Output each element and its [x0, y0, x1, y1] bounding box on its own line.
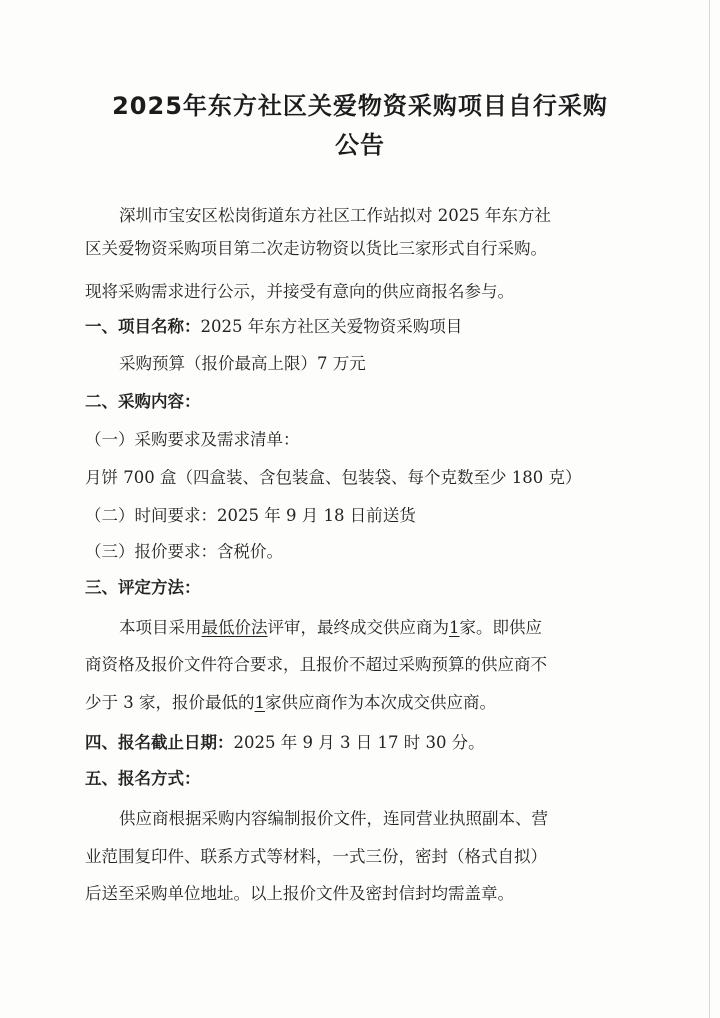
method-text-pre: 本项目采用: [119, 618, 202, 637]
intro-line-2: 区关爱物资采购项目第二次走访物资以货比三家形式自行采购。: [85, 239, 547, 258]
method-text-post: 家。即供应: [459, 618, 542, 637]
deadline-date: 2025 年 9 月 3 日 17 时 30 分。: [233, 733, 485, 752]
method-line-1: [119, 617, 542, 639]
title-line-2: 公告: [335, 131, 385, 159]
item-line: 月饼 700 盒（四盒装、含包装盒、包装袋、每个克数至少 180 克）: [85, 468, 582, 487]
section-4-heading: 四、报名截止日期：: [85, 733, 234, 752]
section-5-heading: 五、报名方式：: [85, 769, 201, 788]
method-line-3-post: 家供应商作为本次成交供应商。: [265, 693, 496, 712]
section-1-heading: 一、项目名称：: [85, 317, 201, 336]
requirements-subheading: （一）采购要求及需求清单：: [85, 430, 300, 449]
method-text-mid: 评审，最终成交供应商为: [267, 618, 449, 637]
section-3-heading: 三、评定方法：: [85, 578, 201, 597]
method-line-2: 商资格及报价文件符合要求，且报价不超过采购预算的供应商不: [85, 655, 547, 674]
title-line-1: 2025年东方社区关爱物资采购项目自行采购: [112, 92, 608, 120]
method-line-3: [85, 692, 496, 714]
intro-line-1: 深圳市宝安区松岗街道东方社区工作站拟对 2025 年东方社: [119, 206, 551, 225]
signup-line-2: 业范围复印件、联系方式等材料，一式三份，密封（格式自拟）: [85, 847, 547, 866]
supplier-count: 1: [449, 618, 460, 637]
winner-count: 1: [254, 693, 265, 712]
signup-line-1: 供应商根据采购内容编制报价文件，连同营业执照副本、营: [119, 809, 548, 828]
method-line-3-pre: 少于 3 家，报价最低的: [85, 693, 255, 712]
price-requirement: （三）报价要求：含税价。: [85, 542, 283, 561]
section-4: [85, 732, 485, 754]
budget-line: 采购预算（报价最高上限）7 万元: [119, 354, 366, 373]
signup-line-3: 后送至采购单位地址。以上报价文件及密封信封均需盖章。: [85, 884, 514, 903]
time-requirement: （二）时间要求：2025 年 9 月 18 日前送货: [85, 506, 416, 525]
section-2-heading: 二、采购内容：: [85, 392, 201, 411]
project-name: 2025 年东方社区关爱物资采购项目: [200, 317, 463, 336]
section-1: [85, 316, 462, 338]
intro-line-3: 现将采购需求进行公示，并接受有意向的供应商报名参与。: [85, 282, 514, 301]
method-name: 最低价法: [201, 618, 268, 637]
